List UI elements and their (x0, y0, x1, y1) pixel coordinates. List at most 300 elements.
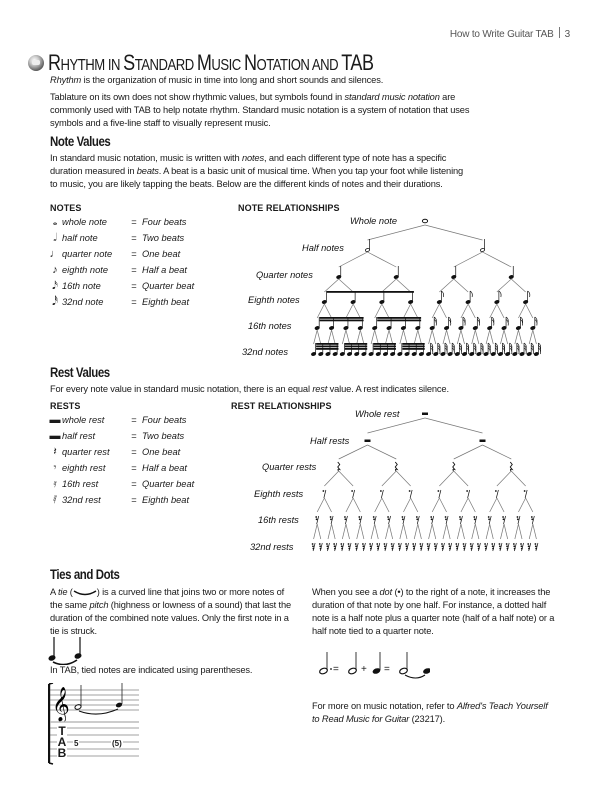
rest-item (48, 428, 194, 444)
rest-flag (514, 548, 516, 550)
rest-flag (362, 545, 364, 547)
treble-clef-icon: 𝄞 (52, 687, 70, 722)
rest-flag (312, 543, 314, 545)
rest-flag (477, 543, 479, 545)
rest-flag (499, 548, 501, 550)
tree-connector (414, 330, 418, 344)
title-part: TANDARD (134, 57, 197, 74)
tree-connector (396, 279, 410, 292)
rest-flag (340, 543, 342, 545)
whole-note-icon (422, 219, 427, 223)
rest-flag (520, 543, 522, 545)
equals-sign: = (131, 495, 137, 505)
rest-flag (528, 548, 530, 550)
rest-flag (312, 545, 314, 547)
half-rest-icon: ▬ (49, 430, 61, 442)
rest-duration: Four beats (142, 415, 187, 425)
rest-flag (427, 548, 429, 550)
eighth-note-icon: ♪ (52, 264, 58, 276)
rest-flag (463, 545, 465, 547)
thirty-second-rest-icon: 𝅀 (52, 493, 58, 506)
tree-connector (486, 524, 490, 539)
page-number: 3 (564, 29, 570, 40)
rest-flag (402, 518, 404, 520)
tree-connector (472, 330, 476, 344)
tree-connector (529, 524, 533, 539)
sixteenth-rest-icon: 𝄿 (53, 477, 57, 490)
rv-text-2: value. A rest indicates silence. (327, 384, 449, 394)
tree-connector (490, 304, 497, 318)
tree-connector (375, 304, 382, 318)
rest-flag (431, 518, 433, 520)
tree-connector (382, 471, 396, 486)
dot-text-2: (•) to the right of a note, it increases the duration of that note by one half. For instance, a dotted half note is a half note plus a quarter note (half of a half note) or a half note tied to a quarter note. (312, 587, 555, 636)
rest-duration: Quarter beat (142, 479, 195, 489)
rest-flag (456, 548, 458, 550)
tree-connector (411, 304, 418, 318)
quarter-rest-icon (510, 462, 512, 472)
note-beam (374, 346, 396, 348)
tree-connector (339, 445, 368, 459)
tree-connector (432, 524, 436, 539)
tied-notes-example (48, 635, 98, 665)
ties-dots-heading: Ties and Dots (50, 567, 120, 582)
rest-flag (391, 543, 393, 545)
rest-flag (327, 548, 329, 550)
rest-name: eighth rest (62, 463, 106, 473)
tree-connector (346, 330, 350, 344)
tree-connector (357, 330, 361, 344)
rests-list-heading: RESTS (50, 401, 81, 411)
rest-flag (521, 545, 523, 547)
note-beam (345, 348, 367, 350)
tree-connector (368, 418, 426, 433)
rest-name: quarter rest (62, 447, 110, 457)
equals-sign: = (131, 233, 137, 243)
rest-flag (355, 543, 357, 545)
rest-flag (362, 543, 364, 545)
rv-text-1: For every note value in standard music notation, there is an equal (50, 384, 313, 394)
note-beam (327, 291, 414, 293)
whole-rest-icon (422, 413, 428, 416)
book-title: Alfred's Teach Yourself to Read Music for Guitar (312, 701, 548, 724)
term-tie: tie (57, 587, 68, 597)
tree-connector (500, 524, 504, 539)
tree-connector (518, 304, 525, 318)
tree-connector (500, 330, 504, 344)
rest-flag (406, 545, 408, 547)
rest-flag (420, 545, 422, 547)
tree-connector (382, 304, 389, 318)
note-name: eighth note (62, 265, 109, 275)
tree-connector (461, 330, 465, 344)
equals-sign: = (131, 297, 137, 307)
term-pitch: pitch (89, 600, 109, 610)
rest-flag (503, 518, 505, 520)
rest-flag (477, 545, 479, 547)
tie-text-4: (highness or lowness of a sound) that last the duration of the combined note values. Only the first note in a tie is struck. (50, 600, 291, 636)
tree-connector (385, 330, 389, 344)
intro-1-text: is the organization of music in time into long and short sounds and silences. (81, 75, 384, 85)
tree-connector (461, 304, 468, 318)
tree-connector (515, 330, 519, 344)
nv-text-2: , and each different type of note has a specific duration measured in (50, 153, 447, 176)
rest-flag (484, 543, 486, 545)
note-item (48, 230, 194, 246)
rest-flag (344, 516, 346, 518)
nv-text-1: In standard music notation, music is written with (50, 153, 242, 163)
tree-connector (457, 524, 461, 539)
tree-connector (429, 330, 433, 344)
rest-flag (473, 516, 475, 518)
rest-flag (513, 543, 515, 545)
rest-flag (506, 543, 508, 545)
intro-paragraph-1 (50, 74, 480, 87)
tree-connector (497, 304, 504, 318)
rest-flag (358, 516, 360, 518)
note-duration: Eighth beat (142, 297, 190, 307)
rest-flag (387, 516, 389, 518)
dot-paragraph (312, 586, 557, 638)
note-name: quarter note (62, 249, 113, 259)
tie-curve-icon (73, 589, 97, 597)
tree-connector (425, 225, 483, 240)
note-name: 32nd note (62, 297, 104, 307)
tree-connector (475, 524, 479, 539)
rest-flag (312, 548, 314, 550)
note-relationships-tree (230, 210, 600, 360)
half-rest-icon (365, 440, 371, 443)
equation-plus: + (361, 664, 367, 675)
title-part: N (243, 50, 257, 75)
rest-item (48, 476, 194, 492)
rest-flag (391, 545, 393, 547)
more-info-paragraph (312, 700, 557, 726)
tree-connector (375, 498, 382, 512)
rest-flag (377, 545, 379, 547)
tree-connector (324, 304, 331, 318)
tree-connector (332, 524, 336, 539)
tree-connector (483, 445, 512, 459)
tree-connector (382, 498, 389, 512)
tree-connector (432, 304, 439, 318)
half-note-icon (348, 667, 357, 675)
tree-connector (468, 498, 475, 512)
note-beam (345, 346, 367, 348)
tree-connector (504, 524, 508, 539)
tree-level-label: 32nd notes (242, 347, 289, 357)
tab-letter-t: T (58, 724, 66, 738)
rest-flag (319, 545, 321, 547)
sixteenth-note-icon: 𝅘𝅥𝅯 (52, 279, 58, 292)
rest-flag (399, 548, 401, 550)
tree-level-label: Eighth notes (248, 295, 300, 305)
notes-list (48, 214, 194, 310)
rest-duration: Two beats (142, 431, 185, 441)
tree-level-label: Eighth rests (254, 489, 304, 499)
tree-connector (346, 498, 353, 512)
tree-connector (439, 279, 453, 292)
intro-2-text-b: are commonly used with TAB to help notate rhythm. Standard music notation is a system of notation that uses symbols and a five-line staff to visually represent music. (50, 92, 470, 128)
rest-flag (370, 545, 372, 547)
equation-equals-2: = (384, 664, 390, 675)
rest-flag (402, 516, 404, 518)
tree-connector (353, 304, 360, 318)
rest-flag (333, 543, 335, 545)
rest-flag (459, 518, 461, 520)
note-name: whole note (62, 217, 107, 227)
note-duration: Four beats (142, 217, 187, 227)
rest-flag (420, 543, 422, 545)
rest-flag (334, 548, 336, 550)
note-beam (345, 343, 367, 345)
rest-flag (405, 543, 407, 545)
note-beam (402, 343, 424, 345)
tree-connector (317, 524, 321, 539)
rest-flag (455, 543, 457, 545)
rest-flag (316, 518, 318, 520)
tree-connector (346, 304, 353, 318)
tree-connector (472, 524, 476, 539)
rest-flag (384, 548, 386, 550)
tree-connector (368, 225, 426, 240)
term-notes: notes (241, 153, 264, 163)
section-title-row (28, 50, 445, 76)
quarter-rest-icon (395, 462, 397, 472)
tree-connector (317, 304, 324, 318)
tree-connector (317, 330, 321, 344)
tree-connector (368, 445, 397, 459)
tree-level-label: Whole note (350, 216, 398, 226)
rest-flag (442, 548, 444, 550)
half-note-icon: 𝅗𝅥 (53, 231, 57, 244)
equals-sign: = (131, 281, 137, 291)
tab-label (57, 726, 67, 759)
note-duration: Quarter beat (142, 281, 195, 291)
rest-flag (334, 545, 336, 547)
equation-equals-1: = (333, 664, 339, 675)
tree-connector (447, 524, 451, 539)
tree-connector (360, 524, 364, 539)
rest-flag (348, 545, 350, 547)
rest-flag (369, 543, 371, 545)
rest-flag (376, 543, 378, 545)
rest-flag (535, 545, 537, 547)
tied-half-note-icon (399, 667, 408, 675)
rest-flag (427, 545, 429, 547)
rest-flag (513, 545, 515, 547)
tree-connector (529, 330, 533, 344)
tree-connector (454, 279, 468, 292)
tree-connector (314, 524, 318, 539)
rest-flag (326, 543, 328, 545)
rest-flag (341, 548, 343, 550)
rest-flag (448, 543, 450, 545)
tree-connector (429, 524, 433, 539)
note-beam (374, 343, 396, 345)
tree-connector (371, 330, 375, 344)
rest-flag (392, 548, 394, 550)
whole-note-icon: 𝅝 (52, 215, 58, 228)
tree-level-label: Whole rest (355, 409, 400, 419)
tab-fret-2: (5) (112, 739, 122, 748)
tree-connector (443, 524, 447, 539)
nv-text-3: . A beat is a basic unit of musical time. When you tap your foot while listening to music, you are likely tapping the beats. Below are the different kinds of notes and their durations. (50, 166, 464, 189)
tree-connector (461, 498, 468, 512)
title-part: TAB (341, 50, 374, 75)
note-values-paragraph (50, 152, 470, 191)
rest-flag (356, 548, 358, 550)
whole-rest-icon: ▬ (49, 414, 61, 426)
rest-flag (488, 516, 490, 518)
tree-connector (490, 330, 494, 344)
rest-flag (344, 518, 346, 520)
tree-connector (332, 330, 336, 344)
term-rest: rest (312, 384, 328, 394)
rest-values-paragraph (50, 383, 510, 396)
tree-connector (518, 498, 525, 512)
tree-connector (418, 330, 422, 344)
tree-connector (468, 304, 475, 318)
rest-duration: One beat (142, 447, 181, 457)
intro-2-text-a: Tablature on its own does not show rhythmic values, but symbols found in (50, 92, 345, 102)
rest-name: whole rest (62, 415, 105, 425)
note-beam (377, 320, 421, 322)
tree-level-label: Half notes (302, 243, 344, 253)
tree-connector (497, 279, 511, 292)
tree-level-label: 16th rests (258, 515, 299, 525)
term-standard-notation: standard music notation (344, 92, 440, 102)
running-head-divider (559, 27, 560, 38)
tree-connector (518, 330, 522, 344)
rest-flag (319, 543, 321, 545)
tree-connector (518, 524, 522, 539)
rest-flag (492, 548, 494, 550)
tree-connector (432, 498, 439, 512)
note-beam (402, 346, 424, 348)
rest-flag (445, 516, 447, 518)
equals-sign: = (131, 447, 137, 457)
equals-sign: = (131, 249, 137, 259)
rest-flag (384, 543, 386, 545)
tree-level-label: 16th notes (248, 321, 292, 331)
rest-values-heading: Rest Values (50, 365, 110, 380)
note-values-heading: Note Values (50, 134, 111, 149)
tree-connector (439, 498, 446, 512)
tree-connector (368, 252, 397, 267)
rest-flag (517, 516, 519, 518)
tree-connector (457, 330, 461, 344)
rest-flag (471, 548, 473, 550)
tree-connector (504, 330, 508, 344)
running-head-title: How to Write Guitar TAB (449, 29, 554, 40)
rest-flag (535, 548, 537, 550)
rest-flag (531, 518, 533, 520)
tab-fret-1: 5 (74, 739, 79, 748)
rest-flag (434, 543, 436, 545)
rest-flag (398, 545, 400, 547)
note-duration: Half a beat (142, 265, 187, 275)
equals-sign: = (131, 479, 137, 489)
tree-connector (328, 524, 332, 539)
tree-connector (411, 498, 418, 512)
tree-level-label: Quarter rests (262, 462, 317, 472)
tree-connector (339, 471, 353, 486)
tree-connector (533, 524, 537, 539)
equals-sign: = (131, 265, 137, 275)
tree-connector (403, 330, 407, 344)
rest-flag (441, 543, 443, 545)
rest-flag (370, 548, 372, 550)
tree-connector (454, 471, 468, 486)
rest-item (48, 444, 194, 460)
term-dot: dot (379, 587, 393, 597)
note-item (48, 214, 194, 230)
rest-flag (322, 490, 324, 492)
quarter-rest-icon: 𝄽 (53, 445, 57, 458)
tree-connector (385, 524, 389, 539)
rest-flag (507, 548, 509, 550)
tree-connector (515, 524, 519, 539)
tree-connector (447, 330, 451, 344)
title-part: M (196, 50, 212, 75)
rest-flag (485, 545, 487, 547)
rest-flag (434, 545, 436, 547)
tree-connector (526, 304, 533, 318)
tree-connector (533, 330, 537, 344)
rest-relationships-heading: REST RELATIONSHIPS (231, 401, 332, 411)
tree-connector (403, 498, 410, 512)
rest-flag (326, 545, 328, 547)
tree-connector (324, 498, 331, 512)
note-beam (374, 348, 396, 350)
tree-connector (475, 330, 479, 344)
eighth-rest-icon: 𝄾 (53, 461, 57, 474)
note-beam (402, 348, 424, 350)
rest-flag (456, 545, 458, 547)
rest-flag (492, 545, 494, 547)
rest-flag (435, 548, 437, 550)
rest-flag (463, 543, 465, 545)
rest-flag (377, 548, 379, 550)
rest-item (48, 492, 194, 508)
rest-flag (445, 518, 447, 520)
tree-connector (486, 330, 490, 344)
rest-flag (430, 516, 432, 518)
tree-level-label: Half rests (310, 436, 350, 446)
tree-connector (375, 524, 379, 539)
rest-flag (420, 548, 422, 550)
title-part: R (48, 50, 61, 75)
rest-flag (449, 545, 451, 547)
note-name: half note (62, 233, 98, 243)
rest-flag (535, 543, 537, 545)
note-beam (377, 317, 421, 319)
tree-connector (454, 445, 483, 459)
tie-paragraph (50, 586, 298, 638)
note-item (48, 246, 194, 262)
tree-connector (483, 252, 512, 267)
note-beam (320, 320, 364, 322)
note-duration: Two beats (142, 233, 185, 243)
rest-flag (502, 516, 504, 518)
rest-flag (474, 518, 476, 520)
rest-flag (499, 545, 501, 547)
tree-connector (497, 498, 504, 512)
rest-flag (388, 518, 390, 520)
rest-flag (341, 545, 343, 547)
rest-flag (427, 543, 429, 545)
